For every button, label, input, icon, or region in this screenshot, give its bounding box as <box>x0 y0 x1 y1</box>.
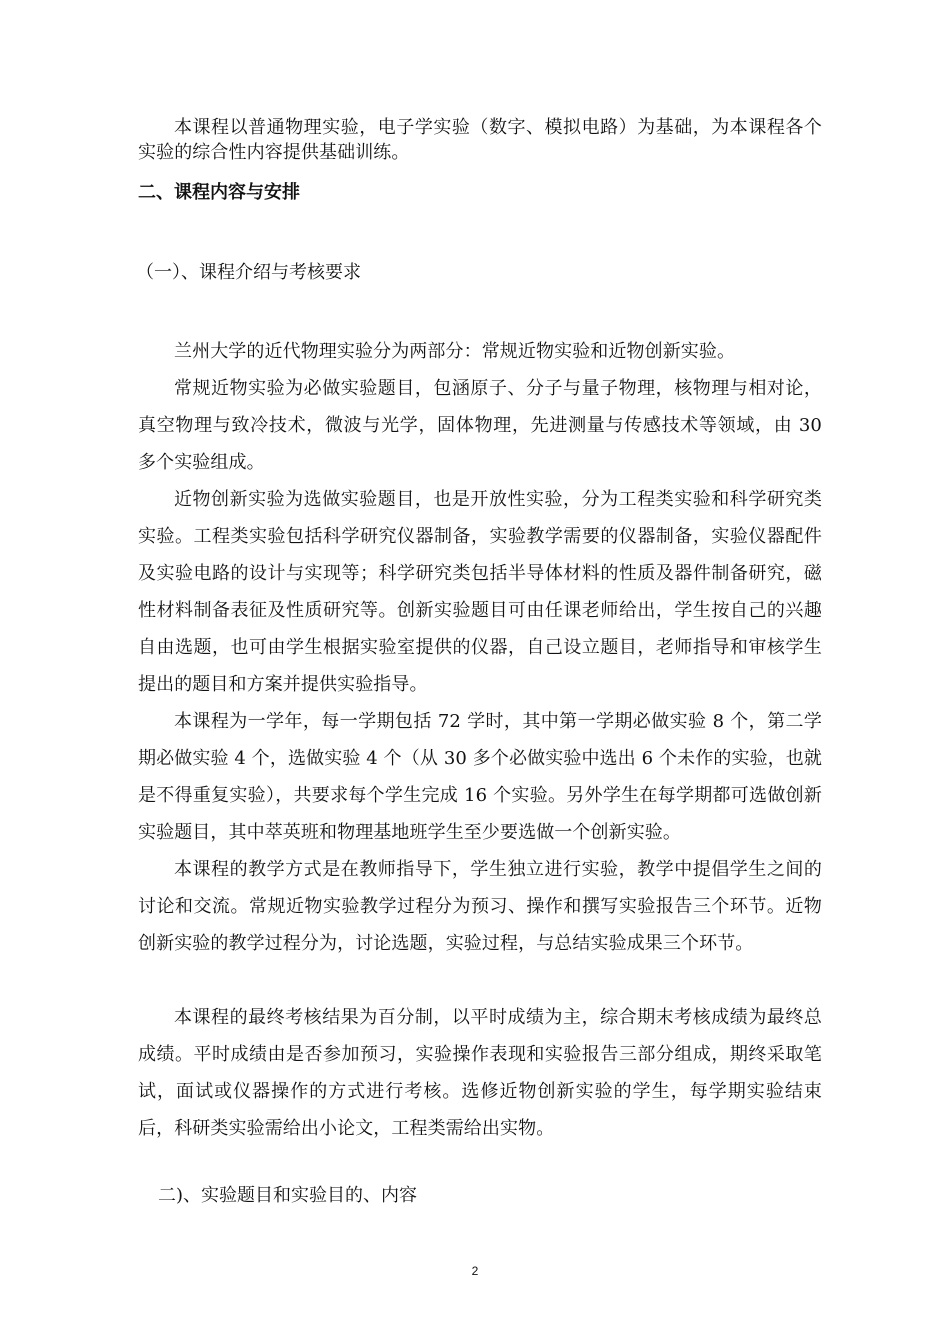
paragraph-course-schedule: 本课程为一学年，每一学期包括 72 学时，其中第一学期必做实验 8 个，第二学期必做实验 4 个，选做实验 4 个（从 30 多个必做实验中选出 6 个未作的实验，也就是不得重复实验），共要求每个学生完成 16 个实验。另外学生在每学期都可选做创新实验题目，其中萃英班和物理基地班学生至少要选做一个创新实验。 <box>138 711 822 843</box>
intro-paragraph: 本课程以普通物理实验，电子学实验（数字、模拟电路）为基础，为本课程各个实验的综合性内容提供基础训练。 <box>138 117 822 163</box>
paragraph-innovative-experiments: 近物创新实验为选做实验题目，也是开放性实验，分为工程类实验和科学研究类实验。工程类实验包括科学研究仪器制备，实验教学需要的仪器制备，实验仪器配件及实验电路的设计与实现等；科学研究类包括半导体材料的性质及器件制备研究，磁性材料制备表征及性质研究等。创新实验题目可由任课老师给出，学生按自己的兴趣自由选题，也可由学生根据实验室提供的仪器，自己设立题目，老师指导和审核学生提出的题目和方案并提供实验指导。 <box>138 489 822 695</box>
subsection-heading-intro-assessment: （一）、课程介绍与考核要求 <box>136 262 361 283</box>
subsection-heading-experiment-topics: 二)、实验题目和实验目的、内容 <box>158 1185 418 1206</box>
section-heading-course-content: 二、课程内容与安排 <box>138 182 300 203</box>
paragraph-regular-experiments: 常规近物实验为必做实验题目，包涵原子、分子与量子物理，核物理与相对论，真空物理与致冷技术，微波与光学，固体物理，先进测量与传感技术等领域，由 30 多个实验组成。 <box>138 378 822 473</box>
paragraph-teaching-method: 本课程的教学方式是在教师指导下，学生独立进行实验，教学中提倡学生之间的讨论和交流。常规近物实验教学过程分为预习、操作和撰写实验报告三个环节。近物创新实验的教学过程分为，讨论选题，实验过程，与总结实验成果三个环节。 <box>138 859 822 954</box>
paragraph-experiment-parts: 兰州大学的近代物理实验分为两部分：常规近物实验和近物创新实验。 <box>174 341 736 362</box>
page-number: 2 <box>471 1264 479 1278</box>
paragraph-assessment: 本课程的最终考核结果为百分制，以平时成绩为主，综合期末考核成绩为最终总成绩。平时成绩由是否参加预习，实验操作表现和实验报告三部分组成，期终采取笔试，面试或仪器操作的方式进行考核。选修近物创新实验的学生，每学期实验结束后，科研类实验需给出小论文，工程类需给出实物。 <box>138 1007 822 1139</box>
